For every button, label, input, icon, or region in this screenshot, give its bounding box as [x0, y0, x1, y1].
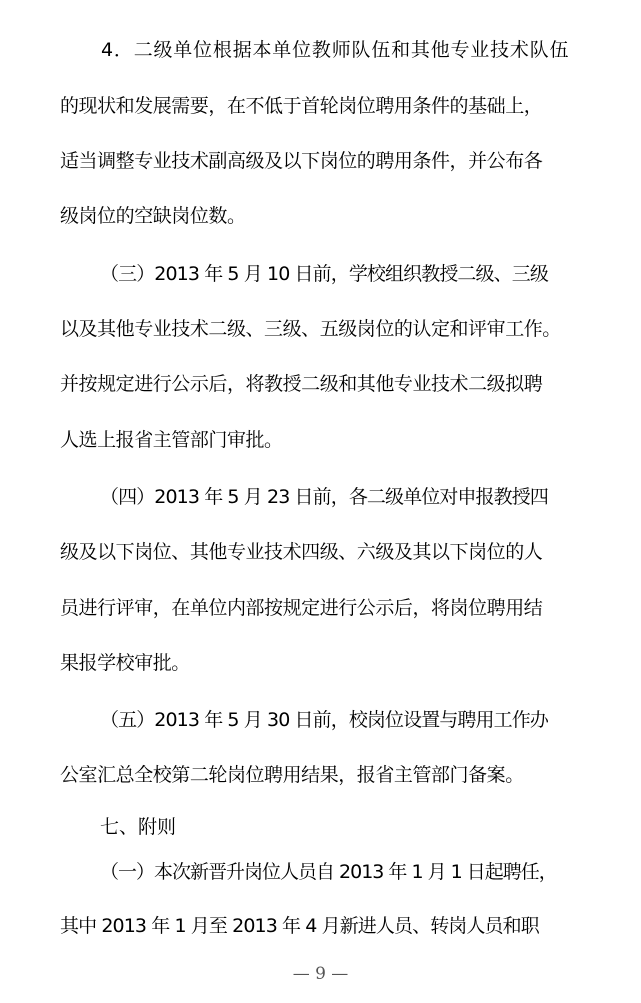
paragraph-text: （四）2013 年 5 月 23 日前，各二级单位对申报教授四: [100, 486, 548, 508]
paragraph-text: 果报学校审批。: [60, 652, 190, 674]
text-line: [0, 860, 641, 884]
text-line: [0, 485, 641, 509]
page-number: — 9 —: [292, 964, 349, 984]
text-line: [0, 94, 641, 118]
text-line: [0, 38, 641, 62]
paragraph-text: 其中 2013 年 1 月至 2013 年 4 月新进人员、转岗人员和职: [60, 915, 539, 937]
text-line: [0, 262, 641, 286]
text-line: [0, 596, 641, 620]
text-line: [0, 914, 641, 938]
text-line: [0, 149, 641, 173]
section-heading-text: 七、附则: [100, 816, 177, 838]
paragraph-text: 公室汇总全校第二轮岗位聘用结果，报省主管部门备案。: [60, 764, 524, 786]
section-heading: [0, 815, 641, 839]
paragraph-text: 员进行评审，在单位内部按规定进行公示后，将岗位聘用结: [60, 597, 543, 619]
text-line: [0, 204, 641, 228]
text-line: [0, 372, 641, 396]
text-line: [0, 708, 641, 732]
paragraph-text: 并按规定进行公示后，将教授二级和其他专业技术二级拟聘: [60, 373, 543, 395]
paragraph-text: （一）本次新晋升岗位人员自 2013 年 1 月 1 日起聘任，: [100, 861, 557, 883]
paragraph-text: 级岗位的空缺岗位数。: [60, 205, 246, 227]
paragraph-text: （三）2013 年 5 月 10 日前，学校组织教授二级、三级: [100, 263, 548, 285]
paragraph-text: 人选上报省主管部门审批。: [60, 429, 283, 451]
paragraph-text: 4．二级单位根据本单位教师队伍和其他专业技术队伍: [101, 39, 570, 61]
paragraph-text: （五）2013 年 5 月 30 日前，校岗位设置与聘用工作办: [100, 709, 548, 731]
text-line: [0, 540, 641, 564]
paragraph-text: 适当调整专业技术副高级及以下岗位的聘用条件，并公布各: [60, 150, 543, 172]
text-line: [0, 763, 641, 787]
text-line: [0, 651, 641, 675]
text-line: [0, 317, 641, 341]
paragraph-text: 级及以下岗位、其他专业技术四级、六级及其以下岗位的人: [60, 541, 543, 563]
paragraph-text: 的现状和发展需要，在不低于首轮岗位聘用条件的基础上，: [60, 95, 543, 117]
paragraph-text: 以及其他专业技术二级、三级、五级岗位的认定和评审工作。: [60, 318, 561, 340]
text-line: [0, 428, 641, 452]
